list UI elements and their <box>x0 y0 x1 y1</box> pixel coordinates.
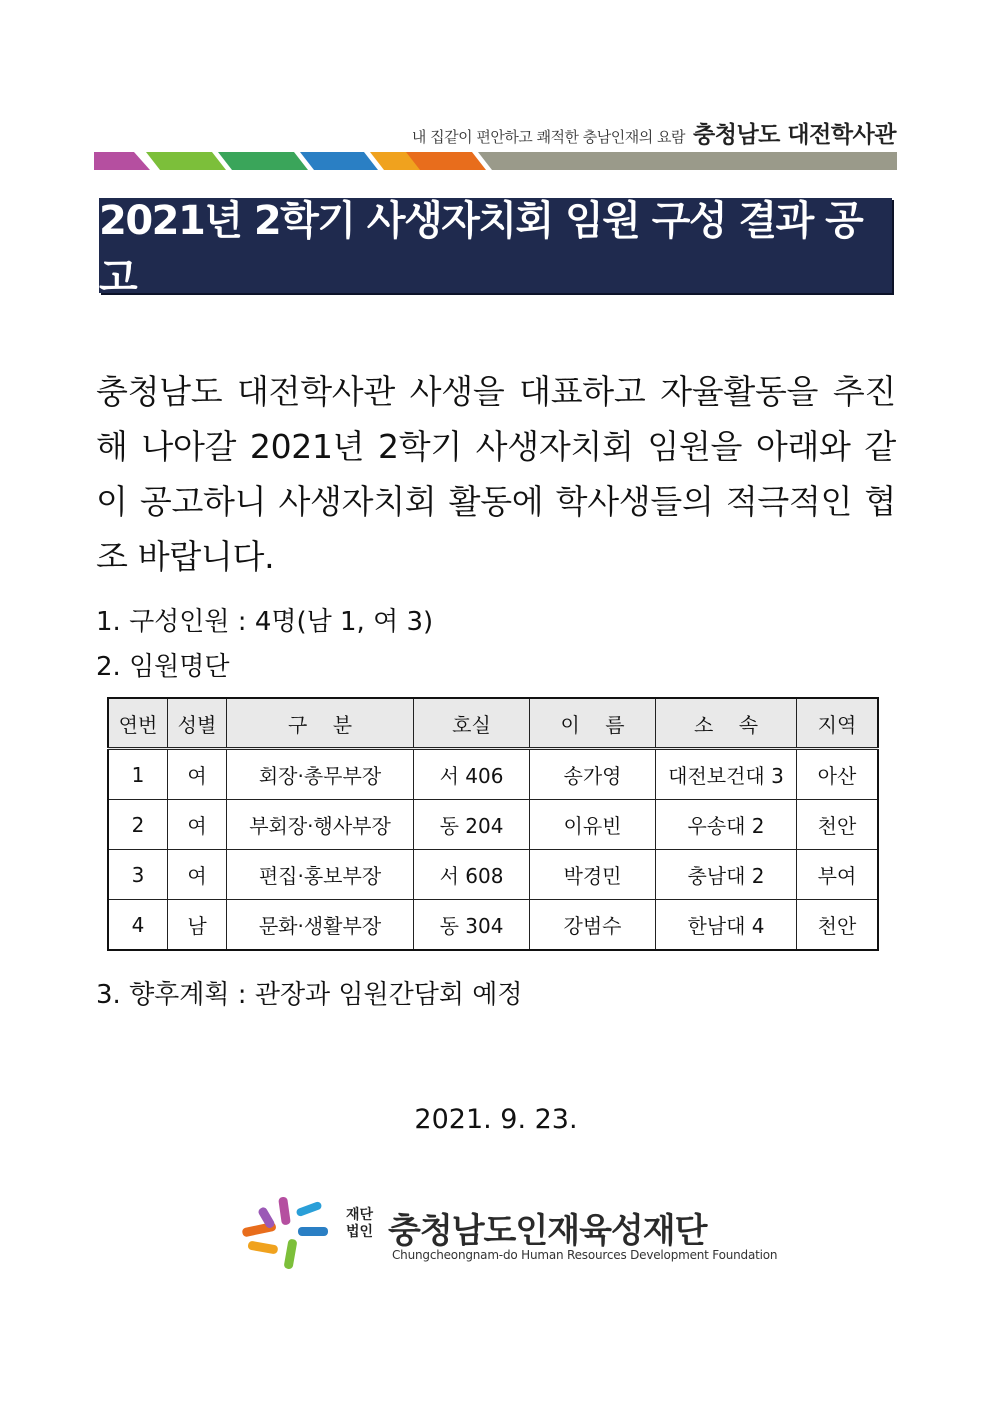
cell-room: 서 608 <box>414 850 530 900</box>
cell-region: 아산 <box>797 749 879 800</box>
table-row <box>108 850 878 900</box>
cell-room: 서 406 <box>414 749 530 800</box>
legal-line-2: 법인 <box>346 1224 374 1240</box>
cell-number: 3 <box>108 850 168 900</box>
cell-gender: 남 <box>168 900 227 951</box>
cell-number: 1 <box>108 749 168 800</box>
member-count-line: 1. 구성인원 : 4명(남 1, 여 3) <box>96 607 434 637</box>
foundation-english-name: Chungcheongnam-do Human Resources Development Foundation <box>392 1248 778 1262</box>
intro-paragraph: 충청남도 대전학사관 사생을 대표하고 자율활동을 추진해 나아갈 2021년 2학기 사생자치회 임원을 아래와 같이 공고하니 사생자치회 활동에 학사생들의 적극적인 협조 바랍니다. <box>96 372 896 576</box>
cell-gender: 여 <box>168 850 227 900</box>
col-region: 지역 <box>797 698 879 749</box>
cell-gender: 여 <box>168 749 227 800</box>
legal-entity-label <box>346 1207 373 1241</box>
page-title: 2021년 2학기 사생자치회 임원 구성 결과 공고 <box>99 197 863 301</box>
cell-region: 부여 <box>797 850 879 900</box>
cell-gender: 여 <box>168 800 227 850</box>
col-name: 이 름 <box>530 698 656 749</box>
slogan-text: 내 집같이 편안하고 쾌적한 충남인재의 요람 <box>411 128 686 146</box>
cell-number: 4 <box>108 900 168 951</box>
header-slogan <box>412 116 896 149</box>
cell-name: 강범수 <box>530 900 656 951</box>
title-banner <box>99 197 892 301</box>
cell-role: 편집·홍보부장 <box>227 850 414 900</box>
table-row <box>108 749 878 800</box>
cell-name: 박경민 <box>530 850 656 900</box>
col-room: 호실 <box>414 698 530 749</box>
foundation-emblem-icon <box>236 1193 336 1273</box>
cell-region: 천안 <box>797 800 879 850</box>
col-gender: 성별 <box>168 698 227 749</box>
table-header-row <box>108 698 878 749</box>
col-number: 연번 <box>108 698 168 749</box>
future-plan-line: 3. 향후계획 : 관장과 임원간담회 예정 <box>96 980 523 1010</box>
member-list-heading: 2. 임원명단 <box>96 652 230 682</box>
legal-line-1: 재단 <box>346 1207 374 1223</box>
notice-date: 2021. 9. 23. <box>414 1104 578 1135</box>
table-row <box>108 800 878 850</box>
member-table <box>107 697 879 951</box>
cell-affiliation: 우송대 2 <box>656 800 797 850</box>
table-row <box>108 900 878 951</box>
cell-room: 동 304 <box>414 900 530 951</box>
header-color-stripe <box>94 152 897 170</box>
cell-name: 이유빈 <box>530 800 656 850</box>
cell-name: 송가영 <box>530 749 656 800</box>
org-name: 충청남도 대전학사관 <box>693 122 896 148</box>
cell-number: 2 <box>108 800 168 850</box>
cell-role: 문화·생활부장 <box>227 900 414 951</box>
foundation-logo <box>236 1193 796 1273</box>
cell-affiliation: 한남대 4 <box>656 900 797 951</box>
cell-role: 부회장·행사부장 <box>227 800 414 850</box>
col-affiliation: 소 속 <box>656 698 797 749</box>
col-role: 구 분 <box>227 698 414 749</box>
cell-affiliation: 충남대 2 <box>656 850 797 900</box>
cell-region: 천안 <box>797 900 879 951</box>
cell-role: 회장·총무부장 <box>227 749 414 800</box>
foundation-name: 충청남도인재육성재단 <box>388 1211 707 1251</box>
cell-room: 동 204 <box>414 800 530 850</box>
cell-affiliation: 대전보건대 3 <box>656 749 797 800</box>
